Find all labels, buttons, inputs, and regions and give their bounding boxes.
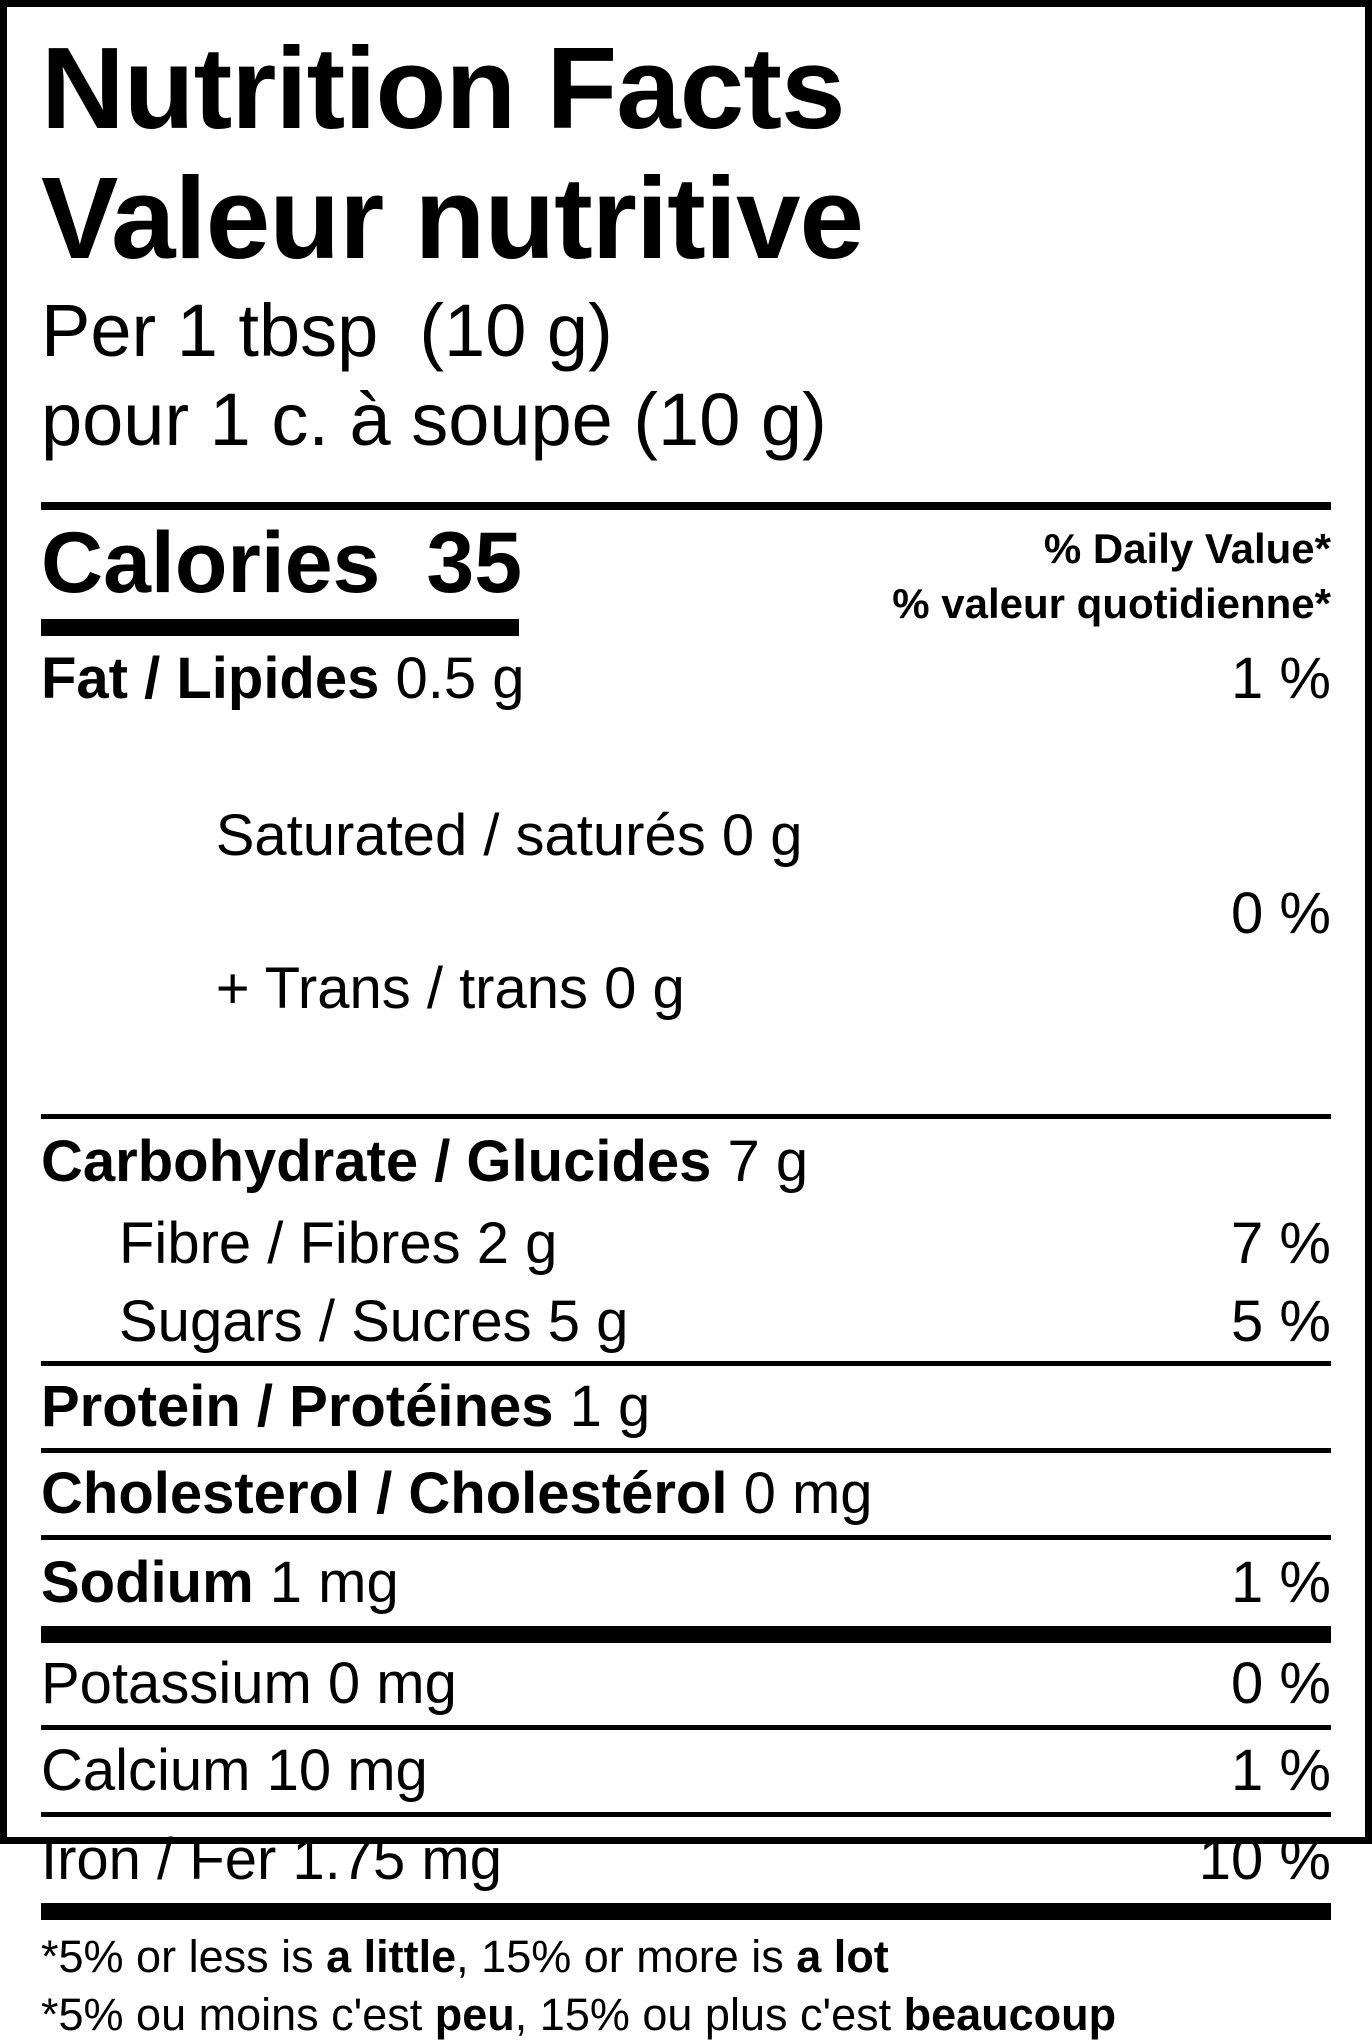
iron-row bbox=[41, 1817, 1331, 1903]
daily-value-header-french: % valeur quotidienne* bbox=[892, 579, 1331, 627]
calories-underline bbox=[41, 619, 519, 636]
fat-amount: 0.5 g bbox=[395, 645, 525, 711]
cholesterol-label: Cholesterol / Cholestérol 0 mg bbox=[41, 1461, 873, 1527]
potassium-percent: 0 % bbox=[1231, 1651, 1331, 1717]
iron-percent: 10 % bbox=[1198, 1827, 1331, 1893]
fibre-row bbox=[41, 1205, 1331, 1283]
thick-separator bbox=[41, 1626, 1331, 1643]
calcium-label: Calcium 10 mg bbox=[41, 1738, 428, 1804]
calories-value: 35 bbox=[426, 515, 523, 612]
sodium-label: Sodium 1 mg bbox=[41, 1550, 399, 1616]
daily-value-header-english: % Daily Value* bbox=[1043, 525, 1331, 573]
saturated-trans-row bbox=[41, 722, 1331, 1115]
trans-fat-line: + Trans / trans 0 g bbox=[215, 956, 685, 1022]
protein-amount: 1 g bbox=[569, 1374, 651, 1440]
potassium-row bbox=[41, 1643, 1331, 1725]
protein-row bbox=[41, 1366, 1331, 1448]
calcium-row bbox=[41, 1730, 1331, 1812]
fat-row bbox=[41, 636, 1331, 722]
fibre-label: Fibre / Fibres 2 g bbox=[119, 1211, 558, 1277]
footnote-english: *5% or less is a little, 15% or more is a lot bbox=[41, 1931, 889, 1983]
protein-label: Protein / Protéines 1 g bbox=[41, 1374, 651, 1440]
potassium-label: Potassium 0 mg bbox=[41, 1651, 457, 1717]
cholesterol-amount: 0 mg bbox=[743, 1461, 873, 1527]
sodium-row bbox=[41, 1540, 1331, 1626]
serving-size-french: pour 1 c. à soupe (10 g) bbox=[41, 378, 827, 462]
cholesterol-row bbox=[41, 1453, 1331, 1535]
carbohydrate-label: Carbohydrate / Glucides 7 g bbox=[41, 1129, 809, 1195]
sugars-percent: 5 % bbox=[1231, 1289, 1331, 1355]
serving-size-english: Per 1 tbsp (10 g) bbox=[41, 289, 613, 373]
header-separator bbox=[41, 502, 1331, 510]
carbohydrate-row bbox=[41, 1119, 1331, 1205]
carbohydrate-amount: 7 g bbox=[727, 1129, 809, 1195]
thick-separator bbox=[41, 1903, 1331, 1920]
title-english: Nutrition Facts bbox=[41, 23, 845, 153]
iron-label: Iron / Fer 1.75 mg bbox=[41, 1827, 502, 1893]
footnote-french: *5% ou moins c'est peu, 15% ou plus c'est beaucoup bbox=[41, 1989, 1117, 2040]
saturated-fat-line: Saturated / saturés 0 g bbox=[215, 803, 803, 869]
calcium-percent: 1 % bbox=[1231, 1738, 1331, 1804]
sugars-row bbox=[41, 1283, 1331, 1361]
sugars-label: Sugars / Sucres 5 g bbox=[119, 1289, 629, 1355]
fibre-percent: 7 % bbox=[1231, 1211, 1331, 1277]
calories-section bbox=[41, 515, 1331, 635]
calories-label: Calories bbox=[41, 515, 381, 612]
sodium-amount: 1 mg bbox=[269, 1550, 399, 1616]
sodium-percent: 1 % bbox=[1231, 1550, 1331, 1616]
saturated-trans-percent: 0 % bbox=[1231, 880, 1331, 946]
fat-percent: 1 % bbox=[1231, 645, 1331, 711]
fat-label: Fat / Lipides 0.5 g bbox=[41, 645, 525, 711]
title-french: Valeur nutritive bbox=[41, 152, 864, 283]
